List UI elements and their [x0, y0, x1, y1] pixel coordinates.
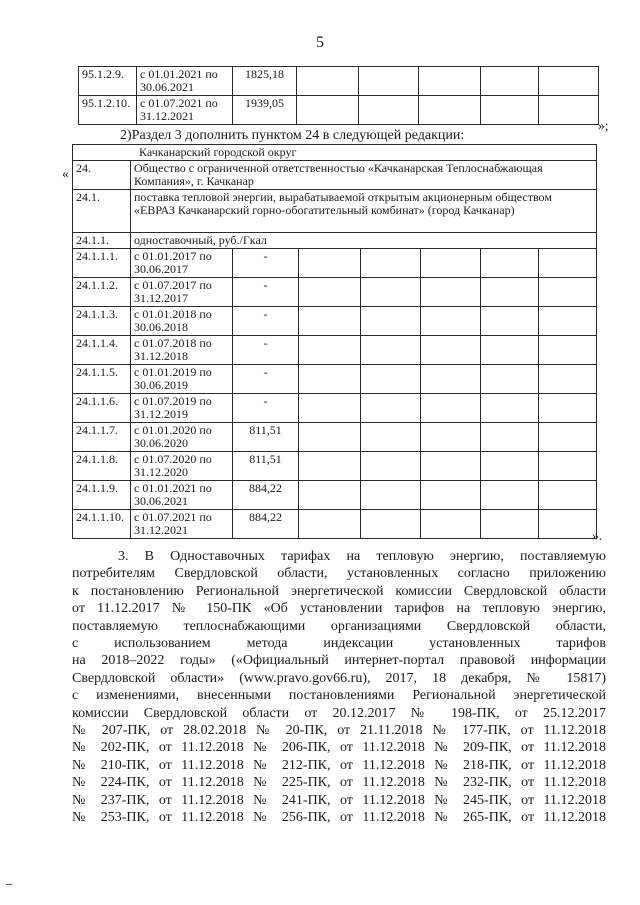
row-code: 24.1.1.8.	[73, 452, 131, 481]
tariff-table-continuation	[78, 66, 599, 125]
row-code: 24.1.1.9.	[73, 481, 131, 510]
row-period: с 01.07.2017 по 31.12.2017	[131, 278, 233, 307]
empty-cell	[481, 481, 539, 510]
empty-cell	[539, 67, 599, 96]
paragraph-line: поставляемую теплоснабжающими организациями Свердловской области,	[72, 618, 606, 634]
empty-cell	[539, 249, 597, 278]
empty-cell	[361, 249, 421, 278]
empty-cell	[539, 394, 597, 423]
row-period: с 01.07.2021 по 31.12.2021	[137, 96, 233, 125]
tariff-table-section3	[72, 144, 597, 539]
table-row	[73, 510, 597, 539]
row-value: 811,51	[233, 423, 299, 452]
empty-cell	[421, 423, 481, 452]
row-period: с 01.07.2021 по 31.12.2021	[131, 510, 233, 539]
row-code: 24.1.1.2.	[73, 278, 131, 307]
row-value: -	[233, 365, 299, 394]
empty-cell	[419, 96, 481, 125]
paragraph-line: 3. В Одноставочных тарифах на тепловую энергию, поставляемую	[118, 549, 606, 564]
empty-cell	[539, 278, 597, 307]
paragraph-line: с изменениями, внесенными постановлениями Региональной энергетической	[72, 688, 606, 704]
table-row	[73, 233, 597, 249]
empty-cell	[421, 307, 481, 336]
empty-cell	[421, 452, 481, 481]
empty-cell	[539, 423, 597, 452]
row-value: 1825,18	[233, 67, 297, 96]
empty-cell	[421, 510, 481, 539]
row-value: 884,22	[233, 510, 299, 539]
empty-cell	[299, 278, 361, 307]
table-row	[73, 190, 597, 233]
empty-cell	[361, 365, 421, 394]
paragraph-line: с использованием метода индексации установленных тарифов	[72, 636, 606, 652]
empty-cell	[361, 481, 421, 510]
table2-open-quote: «	[62, 166, 69, 181]
paragraph-line: № 237-ПК, от 11.12.2018 № 241-ПК, от 11.12.2018 № 245-ПК, от 11.12.2018	[72, 792, 606, 808]
table-row	[79, 96, 599, 125]
row-code: 95.1.2.10.	[79, 96, 137, 125]
empty-cell	[361, 278, 421, 307]
page-edge-mark	[6, 884, 12, 885]
row-value: 811,51	[233, 452, 299, 481]
row-period: с 01.01.2020 по 30.06.2020	[131, 423, 233, 452]
empty-cell	[539, 336, 597, 365]
empty-cell	[299, 249, 361, 278]
empty-cell	[539, 452, 597, 481]
empty-cell	[361, 423, 421, 452]
tariff-text: одноставочный, руб./Гкал	[131, 233, 597, 249]
row-code: 24.1.1.3.	[73, 307, 131, 336]
empty-cell	[539, 365, 597, 394]
row-value: -	[233, 278, 299, 307]
row-period: с 01.01.2018 по 30.06.2018	[131, 307, 233, 336]
table2-closing-quote: ».	[592, 528, 603, 543]
table-row	[73, 394, 597, 423]
table-row	[73, 336, 597, 365]
org-code: 24.	[73, 161, 131, 190]
empty-cell	[299, 452, 361, 481]
empty-cell	[539, 481, 597, 510]
tariff-code: 24.1.1.	[73, 233, 131, 249]
row-period: с 01.01.2021 по 30.06.2021	[137, 67, 233, 96]
district-cell: Качканарский городской округ	[73, 145, 597, 161]
empty-cell	[481, 249, 539, 278]
empty-cell	[481, 394, 539, 423]
paragraph-line: № 210-ПК, от 11.12.2018 № 212-ПК, от 11.12.2018 № 218-ПК, от 11.12.2018	[72, 757, 606, 773]
page-number: 5	[316, 34, 324, 51]
paragraph-line: № 253-ПК, от 11.12.2018 № 256-ПК, от 11.12.2018 № 265-ПК, от 11.12.2018	[72, 810, 606, 826]
empty-cell	[299, 510, 361, 539]
empty-cell	[299, 307, 361, 336]
section2-heading: 2)Раздел 3 дополнить пунктом 24 в следующей редакции:	[120, 128, 465, 143]
row-code: 24.1.1.10.	[73, 510, 131, 539]
supply-code: 24.1.	[73, 190, 131, 233]
empty-cell	[299, 394, 361, 423]
row-code: 24.1.1.5.	[73, 365, 131, 394]
empty-cell	[481, 307, 539, 336]
row-value: -	[233, 307, 299, 336]
empty-cell	[481, 336, 539, 365]
empty-cell	[539, 307, 597, 336]
empty-cell	[359, 96, 419, 125]
empty-cell	[299, 336, 361, 365]
table-row	[73, 278, 597, 307]
table-row	[73, 423, 597, 452]
empty-cell	[299, 365, 361, 394]
empty-cell	[481, 365, 539, 394]
table-row	[79, 67, 599, 96]
supply-text: поставка тепловой энергии, вырабатываемой открытым акционерным обществом «ЕВРАЗ Качканарский горно-обогатительный комбинат» (город Качканар)	[131, 190, 597, 233]
row-period: с 01.07.2019 по 31.12.2019	[131, 394, 233, 423]
empty-cell	[421, 249, 481, 278]
table1-closing-quote: »;	[598, 118, 609, 133]
paragraph-line: № 207-ПК, от 28.02.2018 № 20-ПК, от 21.11.2018 № 177-ПК, от 11.12.2018	[72, 723, 606, 739]
row-period: с 01.07.2018 по 31.12.2018	[131, 336, 233, 365]
empty-cell	[297, 96, 359, 125]
paragraph-line: № 224-ПК, от 11.12.2018 № 225-ПК, от 11.12.2018 № 232-ПК, от 11.12.2018	[72, 775, 606, 791]
empty-cell	[539, 96, 599, 125]
empty-cell	[421, 278, 481, 307]
empty-cell	[361, 336, 421, 365]
row-code: 24.1.1.1.	[73, 249, 131, 278]
row-code: 24.1.1.4.	[73, 336, 131, 365]
row-code: 24.1.1.6.	[73, 394, 131, 423]
table-row	[73, 161, 597, 190]
empty-cell	[361, 307, 421, 336]
row-period: с 01.01.2017 по 30.06.2017	[131, 249, 233, 278]
paragraph-line: комиссии Свердловской области от 20.12.2017 № 198-ПК, от 25.12.2017	[72, 705, 606, 721]
table-row	[73, 307, 597, 336]
paragraph-line: к постановлению Региональной энергетической комиссии Свердловской области	[72, 583, 606, 599]
row-period: с 01.01.2021 по 30.06.2021	[131, 481, 233, 510]
empty-cell	[299, 481, 361, 510]
empty-cell	[481, 67, 539, 96]
empty-cell	[359, 67, 419, 96]
empty-cell	[481, 423, 539, 452]
empty-cell	[481, 452, 539, 481]
paragraph-line: на 2018–2022 годы» («Официальный интернет-портал правовой информации	[72, 653, 606, 669]
row-value: 1939,05	[233, 96, 297, 125]
row-period: с 01.07.2020 по 31.12.2020	[131, 452, 233, 481]
row-value: -	[233, 336, 299, 365]
table-row	[73, 481, 597, 510]
empty-cell	[421, 481, 481, 510]
row-code: 24.1.1.7.	[73, 423, 131, 452]
empty-cell	[297, 67, 359, 96]
paragraph-line: потребителям Свердловской области, установленных согласно приложению	[72, 566, 606, 582]
empty-cell	[361, 452, 421, 481]
paragraph-line: от 11.12.2017 № 150-ПК «Об установлении тарифов на тепловую энергию,	[72, 601, 606, 617]
empty-cell	[481, 510, 539, 539]
empty-cell	[299, 423, 361, 452]
row-period: с 01.01.2019 по 30.06.2019	[131, 365, 233, 394]
row-value: 884,22	[233, 481, 299, 510]
empty-cell	[421, 394, 481, 423]
org-name: Общество с ограниченной ответственностью «Качканарская Теплоснабжающая Компания», г. Качканар	[131, 161, 597, 190]
paragraph-line: Свердловской области» (www.pravo.gov66.ru), 2017, 18 декабря, № 15817)	[72, 670, 606, 686]
empty-cell	[481, 278, 539, 307]
table-row	[73, 452, 597, 481]
table-row	[73, 249, 597, 278]
paragraph-line: № 202-ПК, от 11.12.2018 № 206-ПК, от 11.12.2018 № 209-ПК, от 11.12.2018	[72, 740, 606, 756]
empty-cell	[421, 365, 481, 394]
row-value: -	[233, 249, 299, 278]
paragraph-3	[72, 548, 606, 827]
row-code: 95.1.2.9.	[79, 67, 137, 96]
empty-cell	[419, 67, 481, 96]
empty-cell	[539, 510, 597, 539]
empty-cell	[421, 336, 481, 365]
empty-cell	[361, 394, 421, 423]
empty-cell	[481, 96, 539, 125]
row-value: -	[233, 394, 299, 423]
table-row	[73, 145, 597, 161]
table-row	[73, 365, 597, 394]
empty-cell	[361, 510, 421, 539]
